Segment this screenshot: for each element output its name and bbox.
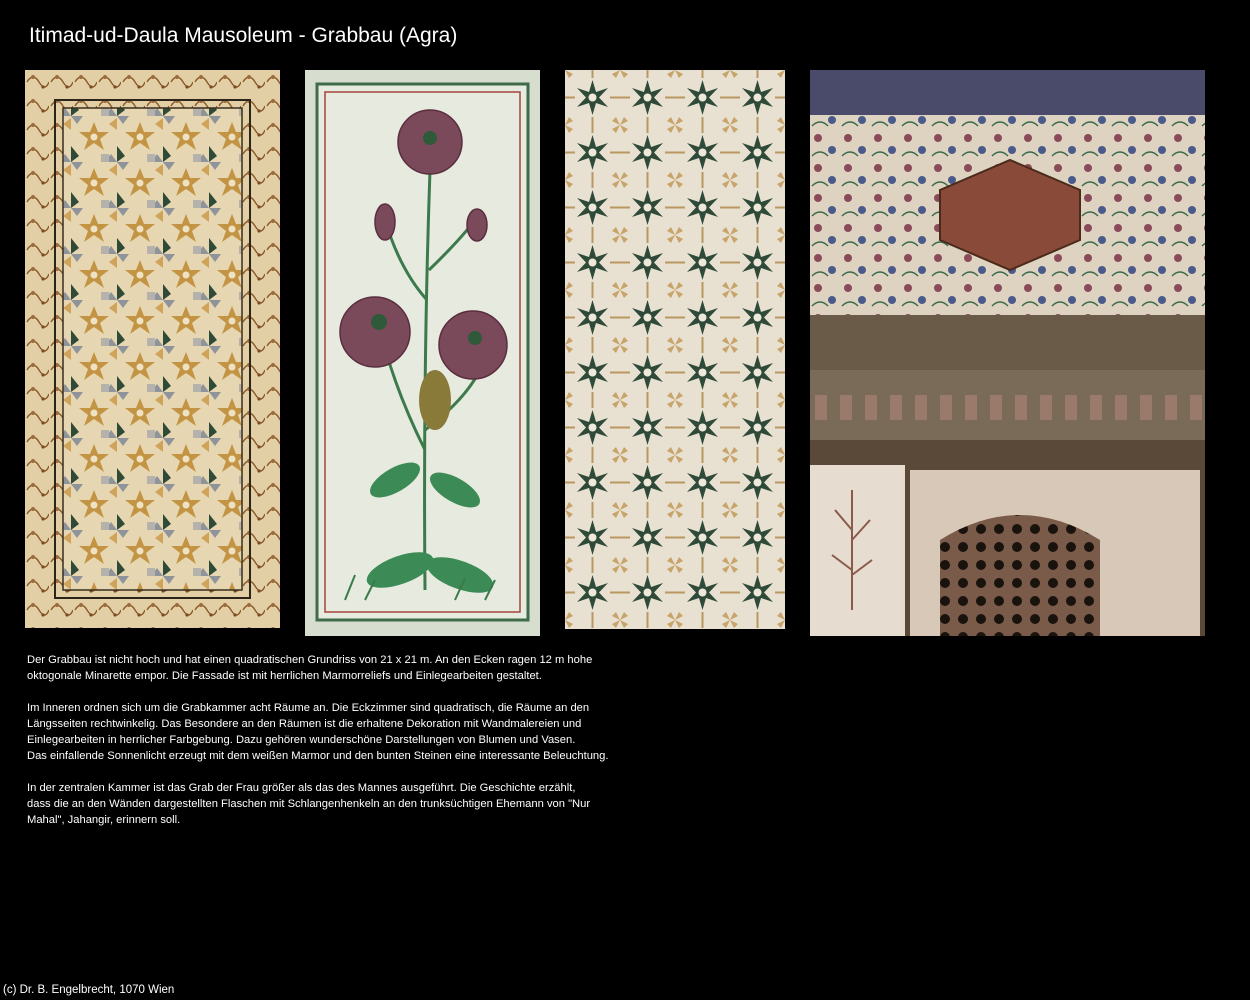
paragraph-2 [27,700,667,764]
paragraph-1 [27,652,667,684]
text-line: Einlegearbeiten in herrlicher Farbgebung. Dazu gehören wunderschöne Darstellungen von Blumen und Vasen. [27,734,576,746]
text-line: Der Grabbau ist nicht hoch und hat einen quadratischen Grundriss von 21 x 21 m. An den Ecken ragen 12 m hohe [27,654,593,666]
text-line: In der zentralen Kammer ist das Grab der Frau größer als das des Mannes ausgeführt. Die Geschichte erzählt, [27,782,576,794]
text-line: Das einfallende Sonnenlicht erzeugt mit dem weißen Marmor und den bunten Steinen eine interessante Beleuchtung. [27,750,609,762]
description-text [27,652,667,844]
paragraph-3 [27,780,667,828]
photo-painted-wall-jali [810,70,1205,636]
text-line: dass die an den Wänden dargestellten Flaschen mit Schlangenhenkeln an den trunksüchtigen Ehemann von "Nur [27,798,591,810]
photo-star-pattern-marble [565,70,785,629]
text-line: Längsseiten rechtwinkelig. Das Besondere an den Räumen ist die erhaltene Dekoration mit Wandmalereien und [27,718,582,730]
photo-inlay-geometric-panel [25,70,280,628]
text-line: Mahal", Jahangir, erinnern soll. [27,814,181,826]
text-line: Im Inneren ordnen sich um die Grabkammer acht Räume an. Die Eckzimmer sind quadratisch, die Räume an den [27,702,590,714]
page-title: Itimad-ud-Daula Mausoleum - Grabbau (Agra) [29,24,458,47]
photo-poppy-relief [305,70,540,636]
text-line: oktogonale Minarette empor. Die Fassade ist mit herrlichen Marmorreliefs und Einlegearbeiten gestaltet. [27,670,542,682]
copyright-footer: (c) Dr. B. Engelbrecht, 1070 Wien [3,984,175,996]
